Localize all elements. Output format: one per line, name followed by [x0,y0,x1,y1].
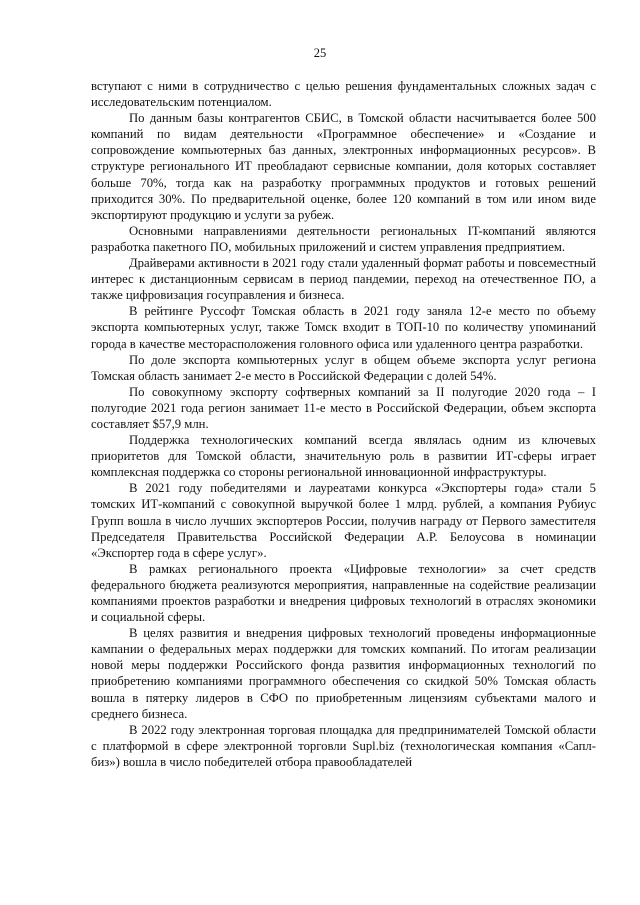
paragraph-russoft-rating: В рейтинге Руссофт Томская область в 2021 году заняла 12-е место по объему экспорта компьютерных услуг, также Томск входит в ТОП-10 по количеству упоминаний города в качестве месторасположения головного офиса или удаленного центра разработки. [91,304,596,351]
paragraph-tech-support: Поддержка технологических компаний всегда являлась одним из ключевых приоритетов для Томской области, значительную роль в развитии ИТ-сферы играет комплексная поддержка со стороны региональной инновационной инфраструктуры. [91,433,596,480]
paragraph-info-campaigns: В целях развития и внедрения цифровых технологий проведены информационные кампании о федеральных мерах поддержки для томских компаний. По итогам реализации новой меры поддержки Российского фонда развития информационных технологий по приобретению компаниями программного обеспечения со скидкой 50% Томская область вошла в пятерку лидеров в СФО по приобретенным лицензиям субъектами малого и среднего бизнеса. [91,626,596,721]
paragraph-main-directions: Основными направлениями деятельности региональных IT-компаний являются разработка пакетного ПО, мобильных приложений и систем управления предприятием. [91,223,596,254]
paragraph-supl-biz: В 2022 году электронная торговая площадка для предпринимателей Томской области с платформой в сфере электронной торговли Supl.biz (технологическая компания «Сапл-биз») вошла в число победителей отбора правообладателей [91,722,596,769]
paragraph-activity-drivers: Драйверами активности в 2021 году стали удаленный формат работы и повсеместный интерес к дистанционным сервисам в период пандемии, переход на отечественное ПО, а также цифровизация госуправления и бизнеса. [91,256,596,303]
paragraph-export-share: По доле экспорта компьютерных услуг в общем объеме экспорта услуг региона Томская область занимает 2-е место в Российской Федерации с долей 54%. [91,352,596,383]
page-number: 25 [313,46,327,60]
document-body [91,78,596,770]
paragraph-sbis-companies: По данным базы контрагентов СБИС, в Томской области насчитывается более 500 компаний по видам деятельности «Программное обеспечение» и «Создание и сопровождение компьютерных баз данных, электронных информационных ресурсов». В структуре регионального ИТ преобладают сервисные компании, доля которых составляет больше 70%, тогда как на разработку программных продуктов и готовых решений приходится 30%. По предварительной оценке, более 120 компаний в том или ином виде экспортируют продукцию и услуги за рубеж. [91,111,596,222]
paragraph-exporters-of-year: В 2021 году победителями и лауреатами конкурса «Экспортеры года» стали 5 томских ИТ-компаний с совокупной выручкой более 1 млрд. рублей, а компания Рубиус Групп вошла в число лучших экспортеров России, получив награду от Первого заместителя Председателя Правительства Российской Федерации А.Р. Белоусова в номинации «Экспортер года в сфере услуг». [91,481,596,560]
paragraph-digital-technologies: В рамках регионального проекта «Цифровые технологии» за счет средств федерального бюджета реализуются мероприятия, направленные на содействие реализации компаниями проектов разработки и внедрения цифровых технологий в отраслях экономики и социальной сферы. [91,561,596,625]
paragraph-software-export: По совокупному экспорту софтверных компаний за II полугодие 2020 года – I полугодие 2021 года регион занимает 11-е место в Российской Федерации, объем экспорта составляет $57,9 млн. [91,384,596,431]
paragraph-continuation: вступают с ними в сотрудничество с целью решения фундаментальных сложных задач с исследовательским потенциалом. [91,79,596,110]
